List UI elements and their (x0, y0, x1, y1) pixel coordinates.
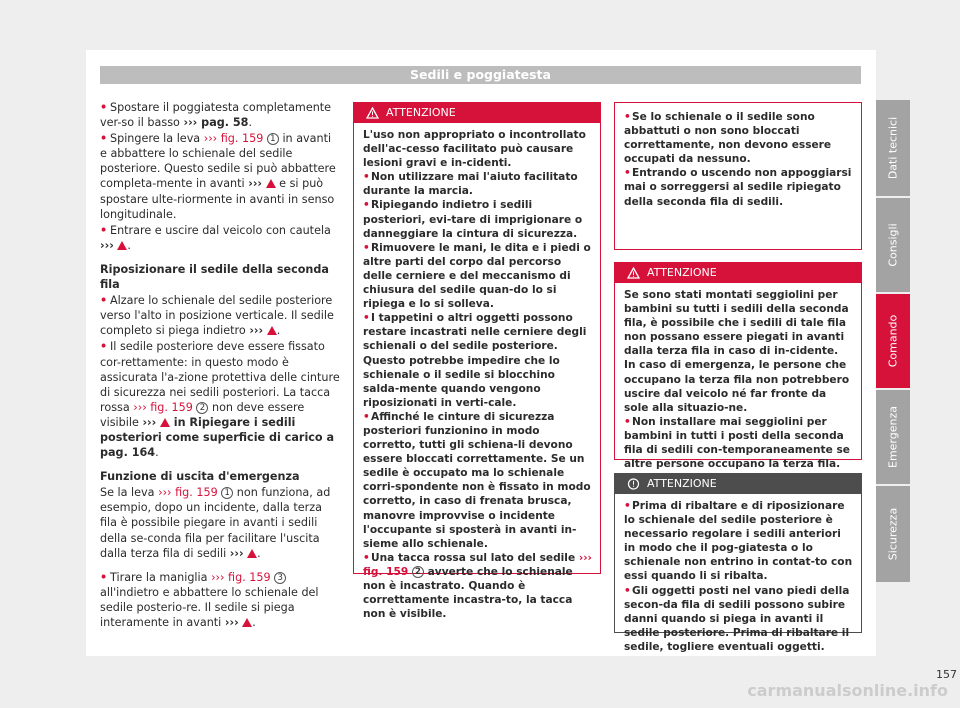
section-heading: Funzione di uscita d'emergenza (100, 470, 300, 484)
caution-box-header: ATTENZIONE (615, 474, 861, 494)
bullet-item: • Il sedile posteriore deve essere fissato cor-rettamente: in questo modo è assicurata l'a-zione protettiva delle cinture di sicurezza nei sedili posteriori. La tacca rossa ››› fig. 159 2 non deve essere visibile ››› in Ripiegare i sedili posteriori come superficie di carico a pag. 164. (100, 340, 340, 460)
warning-item: •Se lo schienale o il sedile sono abbattuti o non sono bloccati correttamente, non devono essere occupati da nessuno. (624, 111, 832, 166)
warning-icon (267, 326, 277, 335)
callout-number: 3 (274, 572, 286, 584)
bullet-item: • Tirare la maniglia ››› fig. 159 3 all'indietro e abbattere lo schienale del sedile posterio-re. Il sedile si piega interamente in avanti ››› . (100, 570, 319, 629)
warning-icon (247, 549, 257, 558)
warning-item: •I tappetini o altri oggetti possono restare incastrati nelle cerniere degli schienali o del sedile posteriore. Questo potrebbe impedire che lo schienale o il sedile si blocchino salda-mente quando vengono riposizionati in verti-cale. (363, 312, 587, 409)
figure-link[interactable]: ››› fig. 159 (133, 400, 193, 414)
tab-emergenza[interactable]: Emergenza (876, 390, 910, 484)
callout-number: 1 (267, 133, 279, 145)
warning-item: •Ripiegando indietro i sedili posteriori, evi-tare di imprigionare o danneggiare la cintura di sicurezza. (363, 199, 583, 240)
tab-dati-tecnici[interactable]: Dati tecnici (876, 100, 910, 196)
bullet-item: • Spostare il poggiatesta completamente ver-so il basso ››› pag. 58. (100, 101, 332, 130)
bullet-item: • Alzare lo schienale del sedile posteriore verso l'alto in posizione verticale. Il sedile completo si piega indietro ››› . (100, 294, 334, 338)
bullet-item: • Spingere la leva ››› fig. 159 1 in avanti e abbattere lo schienale del sedile posteriore. Questo sedile si può abbattere completa-mente in avanti ››› e si può spostare ulte-riormente in avanti in senso longitudinale. (100, 132, 336, 221)
bullet-item: • Entrare e uscire dal veicolo con cautela ››› . (100, 223, 331, 252)
warning-item: •Rimuovere le mani, le dita e i piedi o altre parti del corpo dal percorso delle cerniere e del meccanismo di chiusura del sedile quan-do lo si ripiega e lo si solleva. (363, 241, 591, 311)
warning-box (353, 102, 601, 621)
callout-number: 2 (196, 402, 208, 414)
warning-intro: L'uso non appropriato o incontrollato dell'ac-cesso facilitato può causare lesioni gravi e in-cidenti. (363, 129, 586, 170)
warning-box-header: ATTENZIONE (615, 263, 861, 283)
warning-box (614, 262, 862, 471)
section-link[interactable]: in Ripiegare i sedili posteriori come superficie di carico a pag. 164 (100, 415, 335, 460)
page-title: Sedili e poggiatesta (100, 66, 861, 84)
warning-icon (266, 179, 276, 188)
figure-link[interactable]: ››› fig. 159 (363, 551, 592, 578)
warning-intro: Se sono stati montati seggiolini per bambini su tutti i sedili della seconda fila, è possibile che i sedili di tale fila non possano essere piegati in avanti dalla terza fila in caso di in-cidente. In caso di emergenza, le persone che occupano la terza fila non potrebbero uscire dal veicolo né far fronte da sole alla situazio-ne. (624, 289, 850, 414)
warning-item: •Una tacca rossa sul lato del sedile ››› fig. 159 2 avverte che lo schienale non è incastrato. Quando è correttamente incastra-to, la tacca non è visibile. (363, 551, 592, 621)
page-link[interactable]: ››› pag. 58 (183, 116, 249, 130)
warning-item: •Affinché le cinture di sicurezza posteriori funzionino in modo corretto, tutti gli schiena-li devono essere bloccati correttamente. Se un sedile è occupato ma lo schienale corri-spondente non è fissato in modo corretto, in caso di frenata brusca, manovre improvvise o incidente l'occupante si sposterà in avanti in-sieme allo schienale. (363, 410, 591, 550)
warning-icon (117, 241, 127, 250)
tab-comando[interactable]: Comando (876, 294, 910, 388)
warning-triangle-icon (366, 107, 379, 119)
figure-link[interactable]: ››› fig. 159 (158, 486, 218, 500)
callout-number: 1 (221, 487, 233, 499)
warning-item: •Gli oggetti posti nel vano piedi della secon-da fila di sedili possono subire danni quando si piega in avanti il sedile posteriore. Prima di ribaltare il sedile, togliere eventuali oggetti. (624, 584, 850, 653)
caution-box (614, 473, 862, 653)
info-circle-icon (627, 478, 640, 490)
page-number: 157 (936, 668, 957, 681)
warning-item: •Non installare mai seggiolini per bambini in tutti i posti della seconda fila di sedili con-temporaneamente se altre persone occupano la terza fila. (624, 415, 850, 471)
warning-box-continuation (614, 102, 862, 250)
figure-link[interactable]: ››› fig. 159 (211, 570, 271, 584)
warning-icon (160, 418, 170, 427)
warning-box-header: ATTENZIONE (354, 103, 600, 123)
paragraph: Se la leva ››› fig. 159 1 non funziona, ad esempio, dopo un incidente, dalla terza fila è possibile piegare in avanti i sedili della se-conda fila per facilitare l'uscita dalla terza fila di sedili ››› . (100, 486, 331, 560)
callout-number: 2 (412, 566, 424, 578)
section-heading: Riposizionare il sedile della seconda fila (100, 262, 329, 292)
tab-consigli[interactable]: Consigli (876, 198, 910, 292)
warning-icon (242, 618, 252, 627)
warning-item: •Non utilizzare mai l'aiuto facilitato durante la marcia. (363, 171, 578, 198)
watermark-text: carmanualsonline.info (747, 681, 948, 700)
figure-link[interactable]: ››› fig. 159 (203, 132, 264, 146)
warning-item: •Entrando o uscendo non appoggiarsi mai o sorreggersi al sedile ripiegato della seconda fila di sedili. (624, 167, 852, 208)
warning-item: •Prima di ribaltare e di riposizionare lo schienale del sedile posteriore è necessario regolare i sedili anteriori in modo che il pog-giatesta o lo schienale non entrino in contat-to con essi quando li si ribalta. (624, 500, 853, 583)
warning-triangle-icon (627, 267, 640, 279)
main-text-column (100, 100, 340, 631)
tab-sicurezza[interactable]: Sicurezza (876, 486, 910, 582)
